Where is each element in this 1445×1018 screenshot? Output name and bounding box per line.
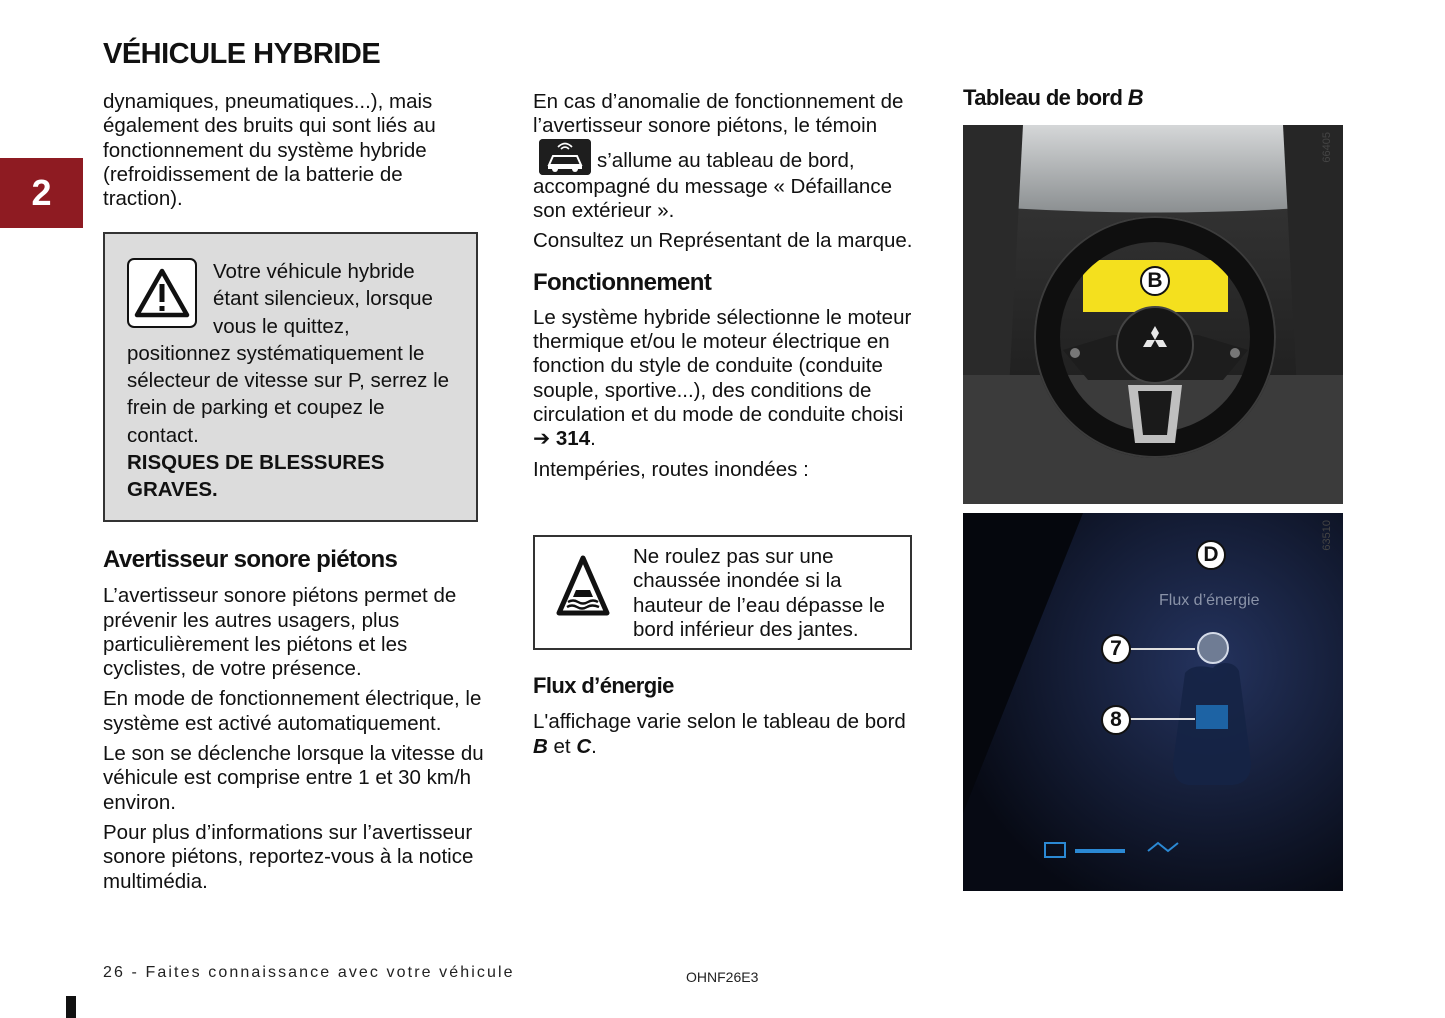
section-title-pedestrian: Avertisseur sonore piétons <box>103 546 398 573</box>
dashboard-b-ref: B <box>533 734 548 758</box>
pedestrian-warning-sound-icon <box>539 139 591 175</box>
callout-7: 7 <box>1101 634 1131 664</box>
pedestrian-section <box>103 548 488 900</box>
callout-8: 8 <box>1101 705 1131 735</box>
column-3 <box>963 86 1343 110</box>
flood-info-text: Ne roulez pas sur une chaussée inondée si la hauteur de l’eau dépasse le bord inférieur des jantes. <box>633 545 885 641</box>
photo-ref-63510: 63510 <box>1321 520 1333 551</box>
callout-d: D <box>1196 540 1226 570</box>
flooded-road-icon <box>543 549 623 623</box>
warning-triangle-icon <box>127 258 197 328</box>
warning-box <box>103 232 478 522</box>
flood-info-box <box>533 535 912 650</box>
dashboard-title <box>963 86 1343 110</box>
fonctionnement-text: Le système hybride sélectionne le moteur thermique et/ou le moteur électrique en fonction du style de conduite (conduite souple, sportive...), des conditions de circulation et du mode de conduite choisi <box>533 305 912 426</box>
energy-flow-text: L'affichage varie selon le tableau de bord <box>533 710 906 734</box>
dashboard-title-letter: B <box>1127 85 1144 110</box>
pedestrian-paragraph-1: L’avertisseur sonore piétons permet de prévenir les autres usagers, plus particulièrement les piétons et les cyclistes, de votre présence. <box>103 584 457 681</box>
fonctionnement-end: . <box>590 427 596 451</box>
warning-strong-text: RISQUES DE BLESSURES GRAVES. <box>127 451 385 502</box>
section-title-energy-flow: Flux d’énergie <box>533 673 674 698</box>
photo-ref-66405: 66405 <box>1321 132 1333 163</box>
callout-b: B <box>1140 266 1170 296</box>
pedestrian-paragraph-3: Le son se déclenche lorsque la vitesse du véhicule est comprise entre 1 et 30 km/h environ. <box>103 742 484 814</box>
pedestrian-paragraph-2: En mode de fonctionnement électrique, le système est activé automatiquement. <box>103 687 482 735</box>
doc-code: OHNF26E3 <box>686 969 759 985</box>
energy-flow-section <box>533 674 913 765</box>
energy-flow-end: . <box>591 734 597 758</box>
page-ref-arrow: ➔ <box>533 427 551 451</box>
fonctionnement-paragraph <box>533 306 913 452</box>
section-title-fonctionnement: Fonctionnement <box>533 269 712 297</box>
crop-mark <box>66 996 76 1018</box>
chapter-tab: 2 <box>0 158 83 228</box>
page-footer: 26 - Faites connaissance avec votre véhicule <box>103 964 515 981</box>
warning-text: Votre véhicule hybride étant silencieux, lorsque vous le quittez, positionnez systématiquement le sélecteur de vitesse sur P, serrez le frein de parking et coupez le contact. <box>127 260 450 447</box>
weather-paragraph: Intempéries, routes inondées : <box>533 457 809 481</box>
page-ref-link[interactable]: 314 <box>555 427 591 451</box>
column-1 <box>103 90 488 217</box>
steering-wheel-photo <box>963 125 1343 504</box>
energy-flow-screen-label: Flux d’énergie <box>1159 592 1260 609</box>
dashboard-c-ref: C <box>576 734 592 758</box>
consult-paragraph: Consultez un Représentant de la marque. <box>533 229 913 253</box>
energy-flow-photo <box>963 513 1343 891</box>
page-title: VÉHICULE HYBRIDE <box>103 38 381 70</box>
anomaly-text-before: En cas d’anomalie de fonctionnement de l’avertisseur sonore piétons, le témoin <box>533 90 904 138</box>
intro-paragraph: dynamiques, pneumatiques...), mais également des bruits qui sont liés au fonctionnement du système hybride (refroidissement de la batterie de traction). <box>103 90 436 211</box>
column-2 <box>533 90 913 488</box>
dashboard-title-text: Tableau de bord <box>963 85 1123 110</box>
pedestrian-paragraph-4: Pour plus d’informations sur l’avertisseur sonore piétons, reportez-vous à la notice multimédia. <box>103 820 474 893</box>
energy-flow-and: et <box>553 734 571 758</box>
anomaly-text-after: s’allume au tableau de bord, accompagné du message « Défaillance son extérieur ». <box>533 148 892 222</box>
mitsubishi-logo-icon <box>1140 325 1170 358</box>
energy-flow-paragraph <box>533 710 913 759</box>
anomaly-paragraph <box>533 90 913 223</box>
